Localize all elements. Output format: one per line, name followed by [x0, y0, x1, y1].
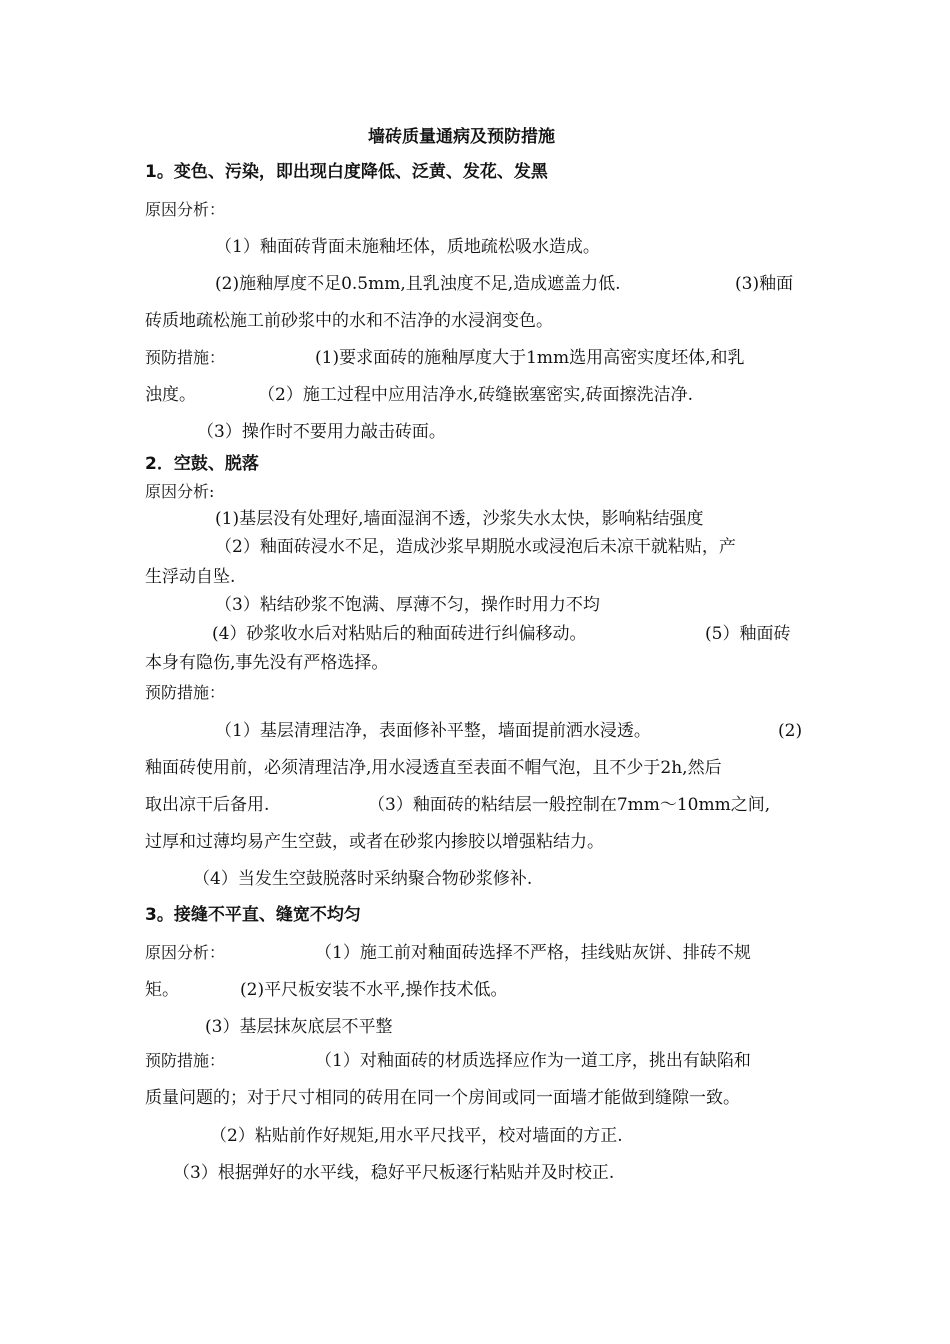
section-3-cause-label: 原因分析： [145, 943, 226, 962]
section-3-cause-line: (2)平尺板安装不水平,操作技术低。 [240, 980, 508, 1000]
section-1-prevent-label: 预防措施： [145, 348, 226, 367]
section-2-prevent-line: （3）釉面砖的粘结层一般控制在7mm～10mm之间, [368, 795, 771, 815]
section-3-prevent-line: （2）粘贴前作好规矩,用水平尺找平，校对墙面的方正. [210, 1126, 623, 1146]
section-1-cause-line: 砖质地疏松施工前砂浆中的水和不洁净的水浸润变色。 [145, 311, 553, 331]
section-2-cause-label: 原因分析: [145, 482, 215, 501]
section-1-prevent-line: 浊度。 [145, 385, 196, 405]
section-2-cause-line: (1)基层没有处理好,墙面湿润不透，沙浆失水太快，影响粘结强度 [215, 509, 704, 529]
section-2-cause-line: (5）釉面砖 [705, 624, 791, 644]
section-2-cause-line: 本身有隐伤,事先没有严格选择。 [145, 653, 389, 673]
section-1-prevent-line: （2）施工过程中应用洁净水,砖缝嵌塞密实,砖面擦洗洁净. [258, 385, 694, 405]
section-1-cause-line: (3)釉面 [735, 274, 794, 294]
section-2-prevent-line: 取出凉干后备用. [145, 795, 270, 815]
section-1-prevent-line: (1)要求面砖的施釉厚度大于1mm选用高密实度坯体,和乳 [315, 348, 745, 368]
section-2-prevent-line: （1）基层清理洁净，表面修补平整，墙面提前洒水浸透。 [215, 721, 651, 741]
section-2-heading: 2．空鼓、脱落 [145, 454, 259, 474]
section-3-prevent-line: （3）根据弹好的水平线，稳好平尺板逐行粘贴并及时校正. [173, 1163, 615, 1183]
section-3-cause-line: （1）施工前对釉面砖选择不严格，挂线贴灰饼、排砖不规 [315, 943, 751, 963]
section-1-cause-line: （1）釉面砖背面未施釉坯体，质地疏松吸水造成。 [215, 237, 600, 257]
section-3-prevent-label: 预防措施： [145, 1051, 226, 1070]
section-2-cause-line: 生浮动自坠. [145, 567, 236, 587]
section-1-heading: 1。变色、污染，即出现白度降低、泛黄、发花、发黑 [145, 162, 548, 182]
section-3-prevent-line: 质量问题的；对于尺寸相同的砖用在同一个房间或同一面墙才能做到缝隙一致。 [145, 1088, 740, 1108]
section-1-prevent-line: （3）操作时不要用力敲击砖面。 [197, 422, 446, 442]
section-1-cause-line: (2)施釉厚度不足0.5mm,且乳浊度不足,造成遮盖力低. [215, 274, 621, 294]
section-3-cause-line: 矩。 [145, 980, 179, 1000]
section-2-cause-line: （3）粘结砂浆不饱满、厚薄不匀，操作时用力不均 [215, 595, 600, 615]
section-1-cause-label: 原因分析： [145, 200, 226, 219]
section-2-prevent-line: 釉面砖使用前，必须清理洁净,用水浸透直至表面不帽气泡，且不少于2h,然后 [145, 758, 722, 778]
section-2-cause-line: (4）砂浆收水后对粘贴后的釉面砖进行纠偏移动。 [212, 624, 587, 644]
section-2-prevent-line: （4）当发生空鼓脱落时采纳聚合物砂浆修补. [193, 869, 533, 889]
section-3-cause-line: (3）基层抹灰底层不平整 [205, 1017, 393, 1037]
section-2-cause-line: （2）釉面砖浸水不足，造成沙浆早期脱水或浸泡后未凉干就粘贴，产 [215, 537, 736, 557]
section-2-prevent-line: 过厚和过薄均易产生空鼓，或者在砂浆内掺胶以增强粘结力。 [145, 832, 604, 852]
section-3-prevent-line: （1）对釉面砖的材质选择应作为一道工序，挑出有缺陷和 [315, 1051, 751, 1071]
section-2-prevent-label: 预防措施： [145, 683, 226, 702]
document-title: 墙砖质量通病及预防措施 [368, 127, 555, 147]
section-2-prevent-line: (2) [778, 721, 803, 741]
section-3-heading: 3。接缝不平直、缝宽不均匀 [145, 905, 361, 925]
